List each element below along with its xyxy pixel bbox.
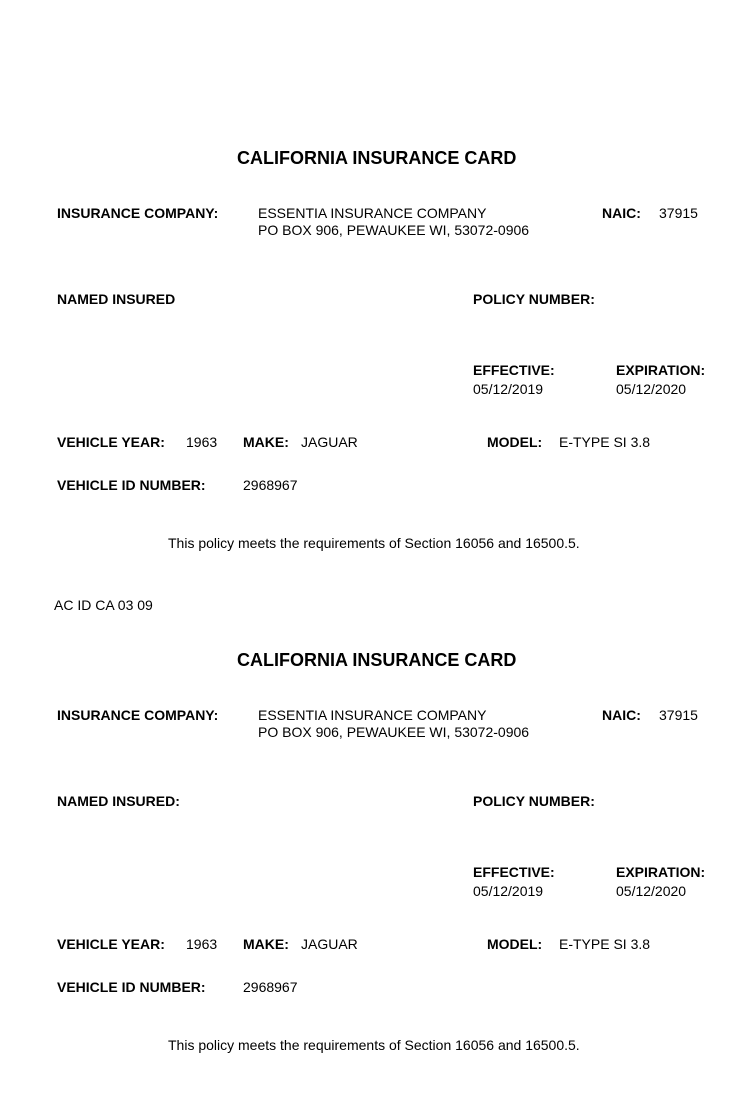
vin-value: 2968967	[243, 979, 298, 995]
vehicle-year-label: VEHICLE YEAR:	[57, 936, 165, 952]
make-value: JAGUAR	[301, 434, 358, 450]
vehicle-year-value: 1963	[186, 434, 218, 450]
expiration-label: EXPIRATION:	[616, 864, 706, 880]
naic-value: 37915	[659, 205, 698, 221]
naic-label: NAIC:	[602, 707, 641, 723]
model-label: MODEL:	[487, 936, 543, 952]
insurance-card-1	[0, 0, 739, 551]
expiration-label: EXPIRATION:	[616, 362, 706, 378]
expiration-value: 05/12/2020	[616, 883, 687, 899]
insurance-company-label: INSURANCE COMPANY:	[57, 205, 219, 221]
company-name: ESSENTIA INSURANCE COMPANY	[258, 707, 487, 723]
naic-value: 37915	[659, 707, 698, 723]
requirements-text: This policy meets the requirements of Section 16056 and 16500.5.	[168, 1037, 580, 1053]
company-name: ESSENTIA INSURANCE COMPANY	[258, 205, 487, 221]
company-address: PO BOX 906, PEWAUKEE WI, 53072-0906	[258, 222, 530, 238]
requirements-text: This policy meets the requirements of Section 16056 and 16500.5.	[168, 535, 580, 551]
make-label: MAKE:	[243, 936, 289, 952]
vehicle-year-label: VEHICLE YEAR:	[57, 434, 165, 450]
named-insured-label: NAMED INSURED	[57, 291, 176, 307]
expiration-value: 05/12/2020	[616, 381, 687, 397]
insurance-company-label: INSURANCE COMPANY:	[57, 707, 219, 723]
model-value: E-TYPE SI 3.8	[559, 936, 651, 952]
model-label: MODEL:	[487, 434, 543, 450]
vin-label: VEHICLE ID NUMBER:	[57, 477, 206, 493]
card-title: CALIFORNIA INSURANCE CARD	[237, 148, 517, 168]
form-id: AC ID CA 03 09	[54, 597, 153, 613]
vehicle-year-value: 1963	[186, 936, 218, 952]
make-label: MAKE:	[243, 434, 289, 450]
naic-label: NAIC:	[602, 205, 641, 221]
model-value: E-TYPE SI 3.8	[559, 434, 651, 450]
effective-label: EFFECTIVE:	[473, 362, 555, 378]
policy-number-label: POLICY NUMBER:	[473, 793, 595, 809]
policy-number-label: POLICY NUMBER:	[473, 291, 595, 307]
effective-value: 05/12/2019	[473, 883, 544, 899]
effective-value: 05/12/2019	[473, 381, 544, 397]
named-insured-label: NAMED INSURED:	[57, 793, 180, 809]
effective-label: EFFECTIVE:	[473, 864, 555, 880]
make-value: JAGUAR	[301, 936, 358, 952]
insurance-card-2	[0, 502, 739, 1053]
vin-label: VEHICLE ID NUMBER:	[57, 979, 206, 995]
vin-value: 2968967	[243, 477, 298, 493]
company-address: PO BOX 906, PEWAUKEE WI, 53072-0906	[258, 724, 530, 740]
card-title: CALIFORNIA INSURANCE CARD	[237, 650, 517, 670]
